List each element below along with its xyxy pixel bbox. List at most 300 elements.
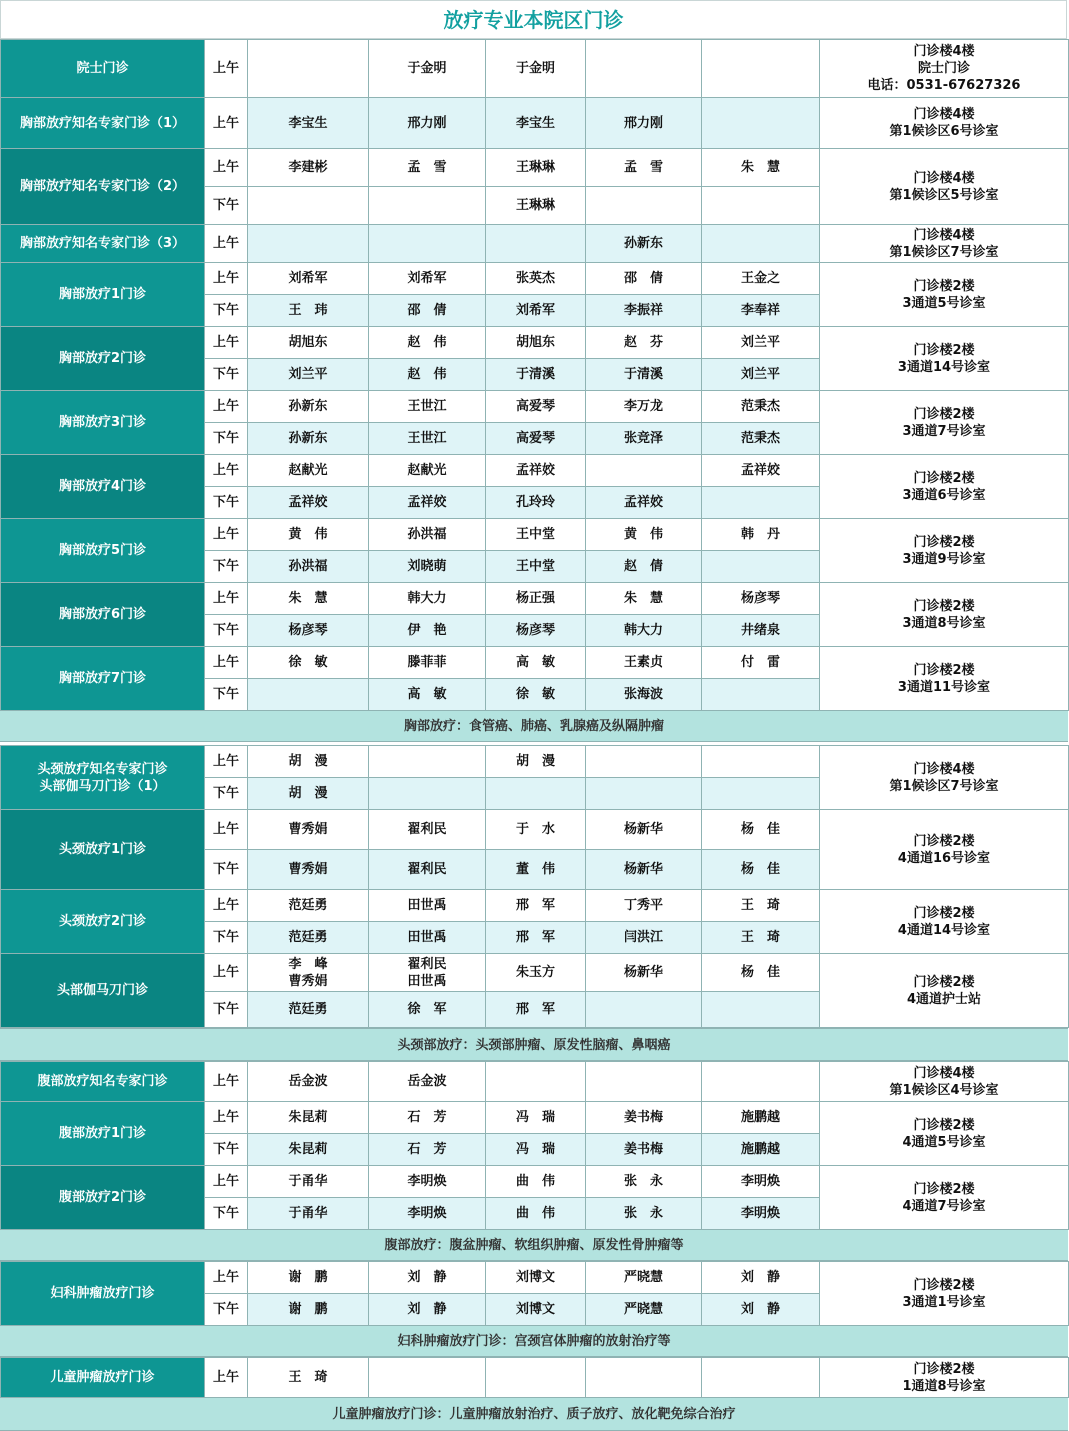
doctor-cell: 石 芳 <box>369 1102 486 1134</box>
clinic-name: 头部伽马刀门诊 <box>1 954 205 1028</box>
doctor-cell: 朱 慧 <box>702 149 820 187</box>
session-label: 上午 <box>205 263 248 295</box>
table-row <box>1 746 1069 778</box>
table-row <box>1 810 1069 850</box>
table-row <box>1 890 1069 922</box>
table-row <box>1 391 1069 423</box>
session-label: 下午 <box>205 992 248 1028</box>
location-line: 门诊楼4楼 <box>913 170 975 186</box>
location-cell <box>820 1062 1069 1102</box>
doctor-cell: 李明焕 <box>702 1166 820 1198</box>
doctor-cell: 杨彦琴 <box>486 615 586 647</box>
clinic-name: 胸部放疗1门诊 <box>1 263 205 327</box>
table-row <box>1 149 1069 187</box>
location-line: 3通道14号诊室 <box>897 359 991 375</box>
doctor-cell: 张 永 <box>586 1198 702 1230</box>
doctor-cell: 杨新华 <box>586 954 702 992</box>
schedule-block <box>0 1261 1069 1326</box>
doctor-cell <box>702 1062 820 1102</box>
doctor-cell: 高 敏 <box>486 647 586 679</box>
doctor-cell: 李振祥 <box>586 295 702 327</box>
location-cell <box>820 954 1069 1028</box>
location-line: 门诊楼2楼 <box>913 598 975 614</box>
location-line: 门诊楼2楼 <box>913 662 975 678</box>
clinic-name: 胸部放疗2门诊 <box>1 327 205 391</box>
clinic-name: 胸部放疗7门诊 <box>1 647 205 711</box>
clinic-name: 胸部放疗5门诊 <box>1 519 205 583</box>
session-label: 上午 <box>205 810 248 850</box>
clinic-name: 腹部放疗2门诊 <box>1 1166 205 1230</box>
doctor-cell <box>586 187 702 225</box>
doctor-cell: 李万龙 <box>586 391 702 423</box>
location-line: 3通道11号诊室 <box>897 679 991 695</box>
doctor-cell <box>586 1062 702 1102</box>
session-label: 上午 <box>205 1358 248 1398</box>
location-line: 3通道9号诊室 <box>902 551 986 567</box>
session-label: 下午 <box>205 423 248 455</box>
location-cell <box>820 149 1069 225</box>
doctor-cell: 伊 艳 <box>369 615 486 647</box>
doctor-cell: 刘博文 <box>486 1262 586 1294</box>
location-line: 3通道7号诊室 <box>902 423 986 439</box>
location-line: 4通道5号诊室 <box>902 1134 986 1150</box>
doctor-cell: 刘 静 <box>369 1294 486 1326</box>
location-cell <box>820 455 1069 519</box>
doctor-cell: 于甬华 <box>248 1198 369 1230</box>
clinic-name: 儿童肿瘤放疗门诊 <box>1 1358 205 1398</box>
category-note: 儿童肿瘤放疗门诊：儿童肿瘤放射治疗、质子放疗、放化靶免综合治疗 <box>0 1397 1068 1431</box>
session-label: 上午 <box>205 1166 248 1198</box>
location-line: 第1候诊区4号诊室 <box>889 1082 999 1098</box>
session-label: 上午 <box>205 455 248 487</box>
doctor-cell: 滕菲菲 <box>369 647 486 679</box>
doctor-cell: 王金之 <box>702 263 820 295</box>
session-label: 上午 <box>205 519 248 551</box>
doctor-cell <box>369 187 486 225</box>
table-row <box>1 263 1069 295</box>
doctor-cell: 范廷勇 <box>248 992 369 1028</box>
doctor-cell: 杨 佳 <box>702 810 820 850</box>
doctor-cell: 胡旭东 <box>486 327 586 359</box>
location-line: 4通道护士站 <box>906 991 982 1007</box>
doctor-cell: 于清溪 <box>586 359 702 391</box>
doctor-cell: 翟利民 <box>369 850 486 890</box>
doctor-cell: 付 雷 <box>702 647 820 679</box>
table-row <box>1 954 1069 992</box>
table-row <box>1 519 1069 551</box>
location-line: 门诊楼2楼 <box>913 470 975 486</box>
doctor-cell <box>486 778 586 810</box>
session-label: 下午 <box>205 679 248 711</box>
session-label: 下午 <box>205 487 248 519</box>
doctor-cell: 杨正强 <box>486 583 586 615</box>
session-label: 上午 <box>205 890 248 922</box>
doctor-cell: 王琳琳 <box>486 149 586 187</box>
doctor-cell: 孙洪福 <box>369 519 486 551</box>
clinic-name: 胸部放疗知名专家门诊（2） <box>1 149 205 225</box>
doctor-cell <box>702 487 820 519</box>
doctor-cell: 邢 军 <box>486 890 586 922</box>
session-label: 上午 <box>205 1062 248 1102</box>
category-note: 腹部放疗：腹盆肿瘤、软组织肿瘤、原发性骨肿瘤等 <box>0 1229 1068 1261</box>
location-cell <box>820 1358 1069 1398</box>
location-line: 门诊楼4楼 <box>913 107 975 122</box>
doctor-cell: 李明焕 <box>702 1198 820 1230</box>
location-line: 4通道7号诊室 <box>902 1198 986 1214</box>
doctor-cell: 邵 倩 <box>369 295 486 327</box>
doctor-cell <box>369 225 486 263</box>
session-label: 下午 <box>205 922 248 954</box>
doctor-cell: 王琳琳 <box>486 187 586 225</box>
session-label: 上午 <box>205 98 248 149</box>
session-label: 下午 <box>205 778 248 810</box>
doctor-cell: 孙洪福 <box>248 551 369 583</box>
table-row <box>1 455 1069 487</box>
doctor-cell: 徐 敏 <box>486 679 586 711</box>
doctor-cell: 冯 瑞 <box>486 1134 586 1166</box>
doctor-cell <box>248 679 369 711</box>
location-line: 门诊楼2楼 <box>913 974 975 990</box>
table-row <box>1 225 1069 263</box>
clinic-name: 胸部放疗知名专家门诊（3） <box>1 225 205 263</box>
location-cell <box>820 746 1069 810</box>
doctor-cell: 邢力刚 <box>586 98 702 149</box>
doctor-cell: 韩 丹 <box>702 519 820 551</box>
location-line: 第1候诊区5号诊室 <box>889 187 999 203</box>
category-note: 头颈部放疗：头颈部肿瘤、原发性脑瘤、鼻咽癌 <box>0 1028 1068 1061</box>
location-cell <box>820 225 1069 263</box>
clinic-name: 胸部放疗6门诊 <box>1 583 205 647</box>
location-cell <box>820 263 1069 327</box>
session-label: 上午 <box>205 149 248 187</box>
location-line: 3通道1号诊室 <box>902 1294 986 1310</box>
doctor-cell: 王世江 <box>369 391 486 423</box>
doctor-cell: 丁秀平 <box>586 890 702 922</box>
location-line: 门诊楼2楼 <box>913 342 975 358</box>
doctor-cell: 韩大力 <box>369 583 486 615</box>
session-label: 上午 <box>205 746 248 778</box>
location-cell <box>820 810 1069 890</box>
doctor-cell: 孙新东 <box>248 391 369 423</box>
location-line: 门诊楼2楼 <box>913 1277 975 1293</box>
schedule-block <box>0 1357 1069 1398</box>
table-row <box>1 1262 1069 1294</box>
doctor-cell: 赵 芬 <box>586 327 702 359</box>
table-row <box>1 1166 1069 1198</box>
doctor-cell: 田世禹 <box>369 922 486 954</box>
doctor-cell <box>702 40 820 98</box>
doctor-cell: 孙新东 <box>248 423 369 455</box>
doctor-cell: 施鹏越 <box>702 1102 820 1134</box>
doctor-cell <box>702 746 820 778</box>
doctor-cell: 张 永 <box>586 1166 702 1198</box>
location-line: 门诊楼2楼 <box>913 833 975 849</box>
doctor-cell: 于金明 <box>369 40 486 98</box>
doctor-cell: 朱 慧 <box>248 583 369 615</box>
table-row <box>1 1102 1069 1134</box>
session-label: 上午 <box>205 647 248 679</box>
doctor-cell: 施鹏越 <box>702 1134 820 1166</box>
clinic-name: 腹部放疗1门诊 <box>1 1102 205 1166</box>
doctor-cell: 姜书梅 <box>586 1102 702 1134</box>
session-label: 上午 <box>205 391 248 423</box>
doctor-cell: 冯 瑞 <box>486 1102 586 1134</box>
location-line: 4通道16号诊室 <box>897 850 991 866</box>
doctor-cell <box>702 1358 820 1398</box>
location-line: 电话：0531-67627326 <box>867 78 1021 93</box>
clinic-name: 胸部放疗知名专家门诊（1） <box>1 98 205 149</box>
session-label: 上午 <box>205 583 248 615</box>
location-line: 4通道14号诊室 <box>897 922 991 938</box>
location-line: 门诊楼4楼 <box>913 1065 975 1081</box>
session-label: 下午 <box>205 359 248 391</box>
doctor-cell: 翟利民 田世禹 <box>369 954 486 992</box>
doctor-cell <box>702 551 820 583</box>
doctor-cell: 杨新华 <box>586 850 702 890</box>
location-cell <box>820 327 1069 391</box>
doctor-cell: 田世禹 <box>369 890 486 922</box>
category-note: 妇科肿瘤放疗门诊：宫颈宫体肿瘤的放射治疗等 <box>0 1325 1068 1357</box>
doctor-cell: 王 琦 <box>702 890 820 922</box>
location-cell <box>820 1166 1069 1230</box>
doctor-cell: 刘希军 <box>486 295 586 327</box>
session-label: 上午 <box>205 954 248 992</box>
location-line: 门诊楼2楼 <box>913 905 975 921</box>
doctor-cell <box>586 746 702 778</box>
doctor-cell: 孟祥姣 <box>702 455 820 487</box>
doctor-cell: 于清溪 <box>486 359 586 391</box>
location-line: 门诊楼2楼 <box>913 1117 975 1133</box>
table-row <box>1 583 1069 615</box>
location-line: 1通道8号诊室 <box>902 1378 986 1394</box>
session-label: 上午 <box>205 225 248 263</box>
table-row <box>1 98 1069 149</box>
doctor-cell: 范廷勇 <box>248 922 369 954</box>
location-line: 门诊楼4楼 <box>913 44 975 59</box>
doctor-cell: 高 敏 <box>369 679 486 711</box>
doctor-cell: 黄 伟 <box>248 519 369 551</box>
doctor-cell: 杨彦琴 <box>702 583 820 615</box>
session-label: 上午 <box>205 1102 248 1134</box>
page-title: 放疗专业本院区门诊 <box>0 0 1067 39</box>
doctor-cell: 张英杰 <box>486 263 586 295</box>
doctor-cell: 于金明 <box>486 40 586 98</box>
clinic-name: 胸部放疗3门诊 <box>1 391 205 455</box>
doctor-cell: 邢 军 <box>486 992 586 1028</box>
clinic-name: 头颈放疗2门诊 <box>1 890 205 954</box>
doctor-cell: 杨新华 <box>586 810 702 850</box>
doctor-cell: 曹秀娟 <box>248 810 369 850</box>
location-cell <box>820 647 1069 711</box>
clinic-name: 胸部放疗4门诊 <box>1 455 205 519</box>
table-row <box>1 647 1069 679</box>
doctor-cell: 黄 伟 <box>586 519 702 551</box>
doctor-cell: 刘兰平 <box>248 359 369 391</box>
location-line: 院士门诊 <box>917 61 970 76</box>
doctor-cell: 朱 慧 <box>586 583 702 615</box>
doctor-cell: 董 伟 <box>486 850 586 890</box>
location-cell <box>820 391 1069 455</box>
doctor-cell: 王中堂 <box>486 551 586 583</box>
session-label: 下午 <box>205 551 248 583</box>
session-label: 下午 <box>205 1198 248 1230</box>
session-label: 上午 <box>205 40 248 98</box>
location-line: 3通道8号诊室 <box>902 615 986 631</box>
doctor-cell: 胡旭东 <box>248 327 369 359</box>
doctor-cell: 杨彦琴 <box>248 615 369 647</box>
doctor-cell: 范秉杰 <box>702 423 820 455</box>
doctor-cell: 刘晓萌 <box>369 551 486 583</box>
doctor-cell: 刘希军 <box>369 263 486 295</box>
location-cell <box>820 890 1069 954</box>
doctor-cell <box>702 778 820 810</box>
doctor-cell: 李宝生 <box>248 98 369 149</box>
doctor-cell: 王 琦 <box>702 922 820 954</box>
doctor-cell: 胡 漫 <box>248 778 369 810</box>
session-label: 下午 <box>205 850 248 890</box>
doctor-cell: 刘博文 <box>486 1294 586 1326</box>
location-line: 门诊楼4楼 <box>913 761 975 777</box>
doctor-cell: 王世江 <box>369 423 486 455</box>
doctor-cell <box>486 225 586 263</box>
session-label: 下午 <box>205 187 248 225</box>
doctor-cell: 孟 雪 <box>369 149 486 187</box>
doctor-cell: 赵 伟 <box>369 359 486 391</box>
doctor-cell: 范秉杰 <box>702 391 820 423</box>
doctor-cell: 李建彬 <box>248 149 369 187</box>
doctor-cell: 张海波 <box>586 679 702 711</box>
doctor-cell <box>369 1358 486 1398</box>
doctor-cell <box>702 992 820 1028</box>
session-label: 下午 <box>205 295 248 327</box>
doctor-cell: 朱玉方 <box>486 954 586 992</box>
session-label: 下午 <box>205 1294 248 1326</box>
location-cell <box>820 583 1069 647</box>
doctor-cell <box>586 455 702 487</box>
doctor-cell: 徐 敏 <box>248 647 369 679</box>
location-line: 第1候诊区6号诊室 <box>889 124 999 139</box>
doctor-cell: 曲 伟 <box>486 1198 586 1230</box>
clinic-name: 妇科肿瘤放疗门诊 <box>1 1262 205 1326</box>
location-cell <box>820 40 1069 98</box>
doctor-cell: 李明焕 <box>369 1166 486 1198</box>
doctor-cell: 于甬华 <box>248 1166 369 1198</box>
doctor-cell: 谢 鹏 <box>248 1262 369 1294</box>
doctor-cell: 徐 军 <box>369 992 486 1028</box>
doctor-cell: 杨 佳 <box>702 850 820 890</box>
doctor-cell <box>369 746 486 778</box>
doctor-cell: 胡 漫 <box>486 746 586 778</box>
doctor-cell: 邢 军 <box>486 922 586 954</box>
table-row <box>1 40 1069 98</box>
location-cell <box>820 98 1069 149</box>
doctor-cell: 李宝生 <box>486 98 586 149</box>
doctor-cell <box>702 679 820 711</box>
doctor-cell: 刘希军 <box>248 263 369 295</box>
location-line: 门诊楼2楼 <box>913 1361 975 1377</box>
doctor-cell <box>248 187 369 225</box>
doctor-cell: 王素贞 <box>586 647 702 679</box>
doctor-cell: 朱昆莉 <box>248 1134 369 1166</box>
clinic-name: 头颈放疗知名专家门诊 头部伽马刀门诊（1） <box>1 746 205 810</box>
doctor-cell <box>702 225 820 263</box>
doctor-cell <box>586 992 702 1028</box>
doctor-cell: 闫洪江 <box>586 922 702 954</box>
doctor-cell: 邢力刚 <box>369 98 486 149</box>
location-line: 3通道5号诊室 <box>902 295 986 311</box>
session-label: 上午 <box>205 327 248 359</box>
table-row <box>1 1062 1069 1102</box>
doctor-cell: 刘 静 <box>702 1262 820 1294</box>
doctor-cell: 杨 佳 <box>702 954 820 992</box>
location-cell <box>820 1102 1069 1166</box>
doctor-cell: 孟祥姣 <box>248 487 369 519</box>
location-line: 门诊楼4楼 <box>913 227 975 243</box>
doctor-cell: 高爱琴 <box>486 423 586 455</box>
doctor-cell: 严晓慧 <box>586 1294 702 1326</box>
doctor-cell <box>586 1358 702 1398</box>
table-row <box>1 327 1069 359</box>
doctor-cell: 王中堂 <box>486 519 586 551</box>
doctor-cell: 严晓慧 <box>586 1262 702 1294</box>
doctor-cell: 翟利民 <box>369 810 486 850</box>
location-line: 第1候诊区7号诊室 <box>889 244 999 260</box>
doctor-cell: 曲 伟 <box>486 1166 586 1198</box>
doctor-cell: 李 峰 曹秀娟 <box>248 954 369 992</box>
location-line: 3通道6号诊室 <box>902 487 986 503</box>
table-row <box>1 1358 1069 1398</box>
doctor-cell: 孟祥姣 <box>369 487 486 519</box>
doctor-cell: 范廷勇 <box>248 890 369 922</box>
doctor-cell: 岳金波 <box>248 1062 369 1102</box>
doctor-cell: 于 水 <box>486 810 586 850</box>
schedule-block <box>0 745 1069 1028</box>
doctor-cell: 井绪泉 <box>702 615 820 647</box>
doctor-cell: 赵 伟 <box>369 327 486 359</box>
doctor-cell: 李奉祥 <box>702 295 820 327</box>
doctor-cell <box>248 40 369 98</box>
doctor-cell: 孟祥姣 <box>586 487 702 519</box>
doctor-cell <box>486 1062 586 1102</box>
doctor-cell: 朱昆莉 <box>248 1102 369 1134</box>
doctor-cell: 王 琦 <box>248 1358 369 1398</box>
doctor-cell: 岳金波 <box>369 1062 486 1102</box>
doctor-cell: 孙新东 <box>586 225 702 263</box>
doctor-cell <box>702 98 820 149</box>
doctor-cell <box>369 778 486 810</box>
doctor-cell: 赵献光 <box>369 455 486 487</box>
doctor-cell: 孔玲玲 <box>486 487 586 519</box>
doctor-cell: 张竞泽 <box>586 423 702 455</box>
doctor-cell: 李明焕 <box>369 1198 486 1230</box>
clinic-name: 头颈放疗1门诊 <box>1 810 205 890</box>
doctor-cell: 刘 静 <box>702 1294 820 1326</box>
doctor-cell: 孟祥姣 <box>486 455 586 487</box>
location-line: 门诊楼2楼 <box>913 534 975 550</box>
location-line: 第1候诊区7号诊室 <box>889 778 999 794</box>
doctor-cell: 孟 雪 <box>586 149 702 187</box>
doctor-cell: 王 玮 <box>248 295 369 327</box>
doctor-cell: 胡 漫 <box>248 746 369 778</box>
location-line: 门诊楼2楼 <box>913 278 975 294</box>
schedule-block <box>0 39 1069 711</box>
location-line: 门诊楼2楼 <box>913 1181 975 1197</box>
clinic-name: 腹部放疗知名专家门诊 <box>1 1062 205 1102</box>
doctor-cell <box>702 187 820 225</box>
doctor-cell <box>586 778 702 810</box>
doctor-cell: 高爱琴 <box>486 391 586 423</box>
doctor-cell <box>486 1358 586 1398</box>
